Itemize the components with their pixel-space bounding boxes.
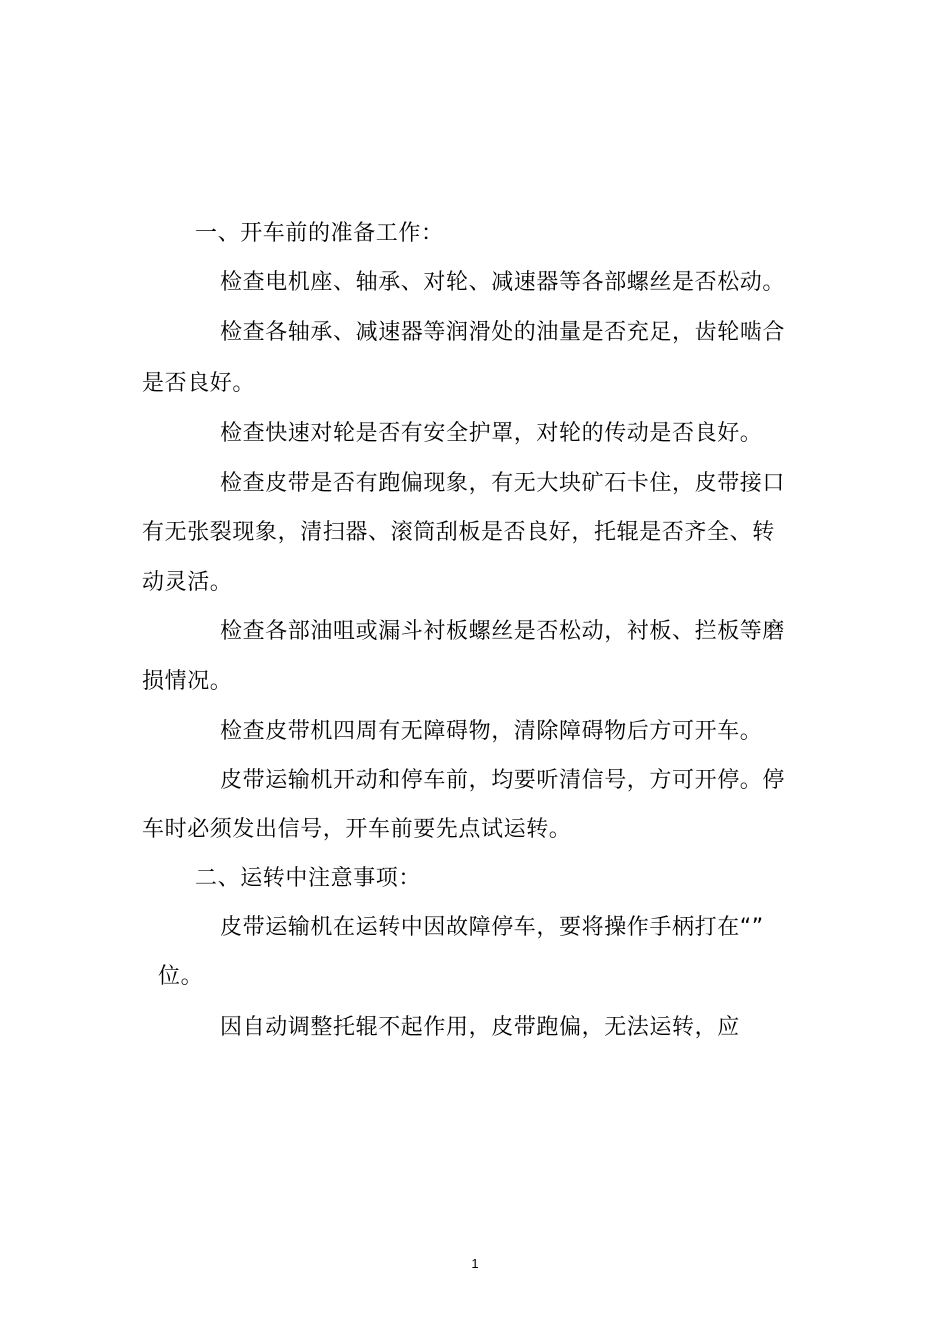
paragraph-line: 检查快速对轮是否有安全护罩，对轮的传动是否良好。 xyxy=(220,421,763,446)
paragraph-line: 检查皮带机四周有无障碍物，清除障碍物后方可开车。 xyxy=(220,719,763,744)
paragraph-line: 检查皮带是否有跑偏现象，有无大块矿石卡住，皮带接口 xyxy=(220,471,786,496)
paragraph-line: 检查各轴承、减速器等润滑处的油量是否充足，齿轮啮合 xyxy=(220,320,786,345)
paragraph-line: 损情况。 xyxy=(142,669,233,694)
paragraph-line: 车时必须发出信号，开车前要先点试运转。 xyxy=(142,817,572,842)
paragraph-line: 检查各部油咀或漏斗衬板螺丝是否松动，衬板、拦板等磨 xyxy=(220,619,786,644)
section-1-heading: 一、开车前的准备工作： xyxy=(195,221,444,246)
section-2-heading: 二、运转中注意事项： xyxy=(195,866,422,891)
paragraph-line: 因自动调整托辊不起作用，皮带跑偏，无法运转，应 xyxy=(220,1015,740,1040)
page-number: 1 xyxy=(471,1256,479,1271)
paragraph-line: 是否良好。 xyxy=(142,371,256,396)
paragraph-line: 皮带运输机开动和停车前，均要听清信号，方可开停。停 xyxy=(220,768,786,793)
paragraph-line: 检查电机座、轴承、对轮、减速器等各部螺丝是否松动。 xyxy=(220,270,786,295)
paragraph-line: 位。 xyxy=(158,964,204,989)
paragraph-line: 皮带运输机在运转中因故障停车，要将操作手柄打在“” xyxy=(220,915,764,940)
paragraph-line: 动灵活。 xyxy=(142,570,233,595)
paragraph-line: 有无张裂现象，清扫器、滚筒刮板是否良好，托辊是否齐全、转 xyxy=(142,520,775,545)
